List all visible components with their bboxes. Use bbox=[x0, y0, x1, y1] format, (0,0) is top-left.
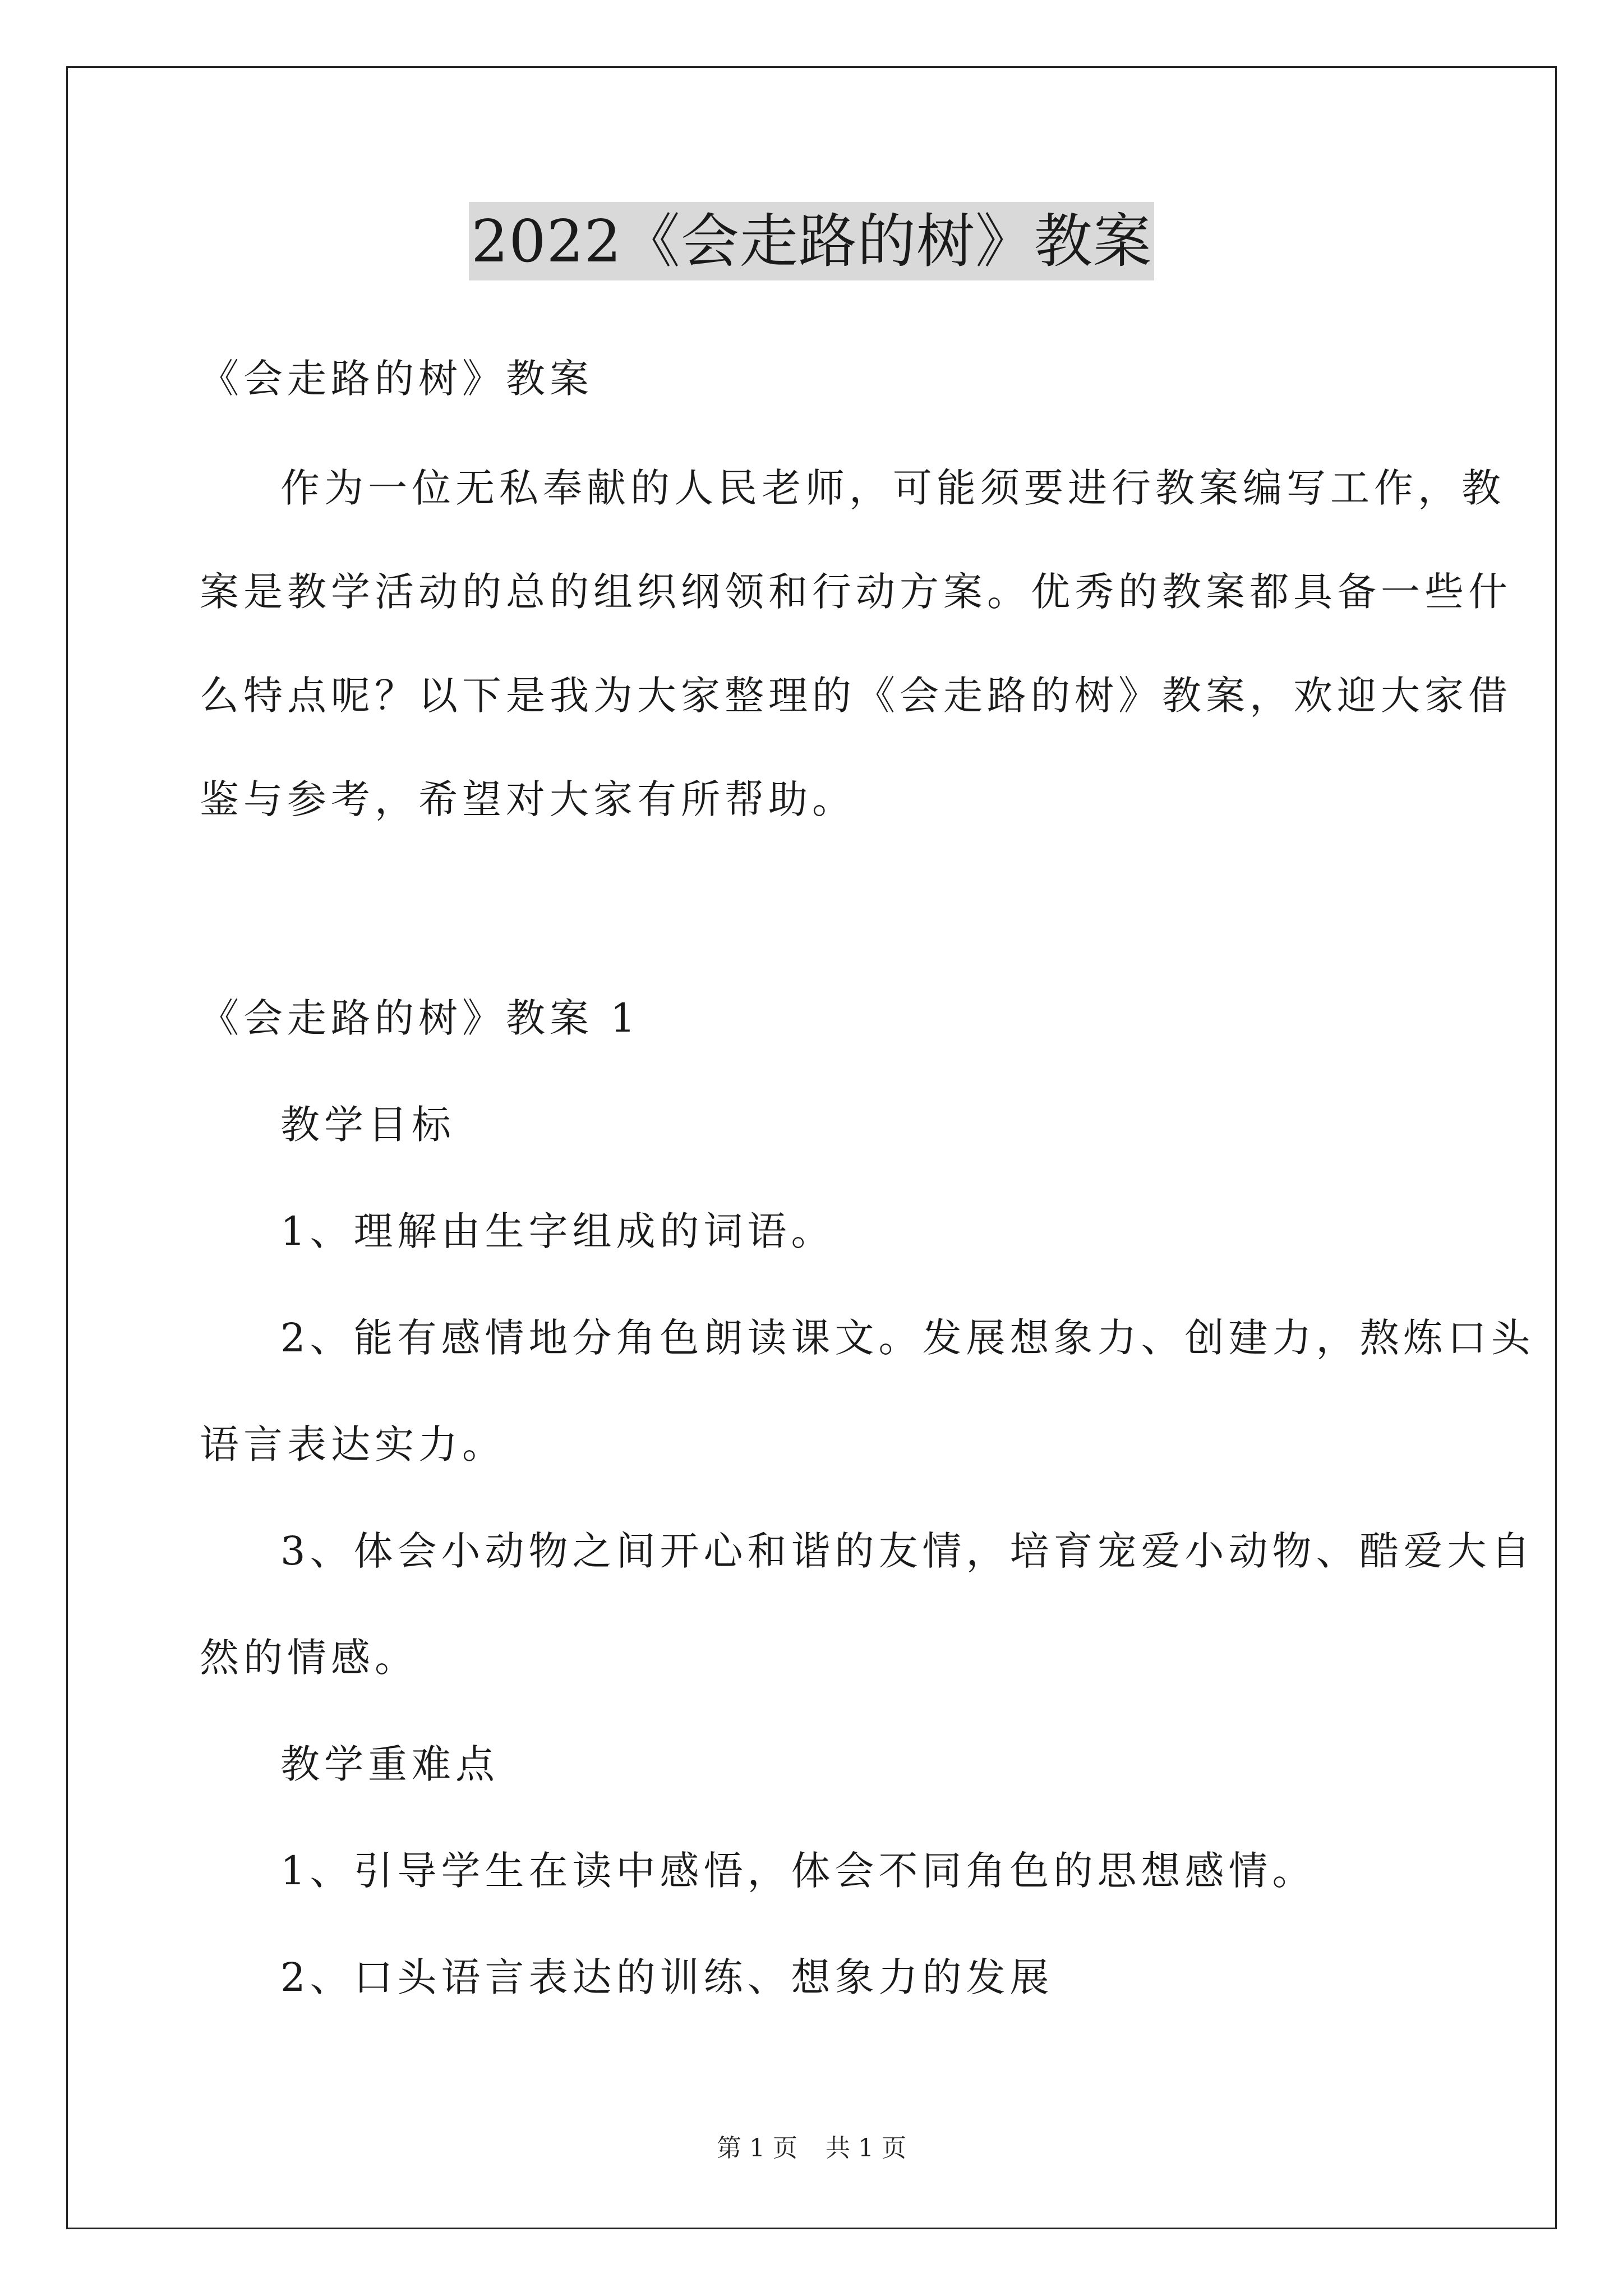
list-item: 1、理解由生字组成的词语。 bbox=[280, 1208, 835, 1254]
list-item: 1、引导学生在读中感悟，体会不同角色的思想感情。 bbox=[280, 1848, 1316, 1894]
page-footer bbox=[0, 2132, 1623, 2165]
list-item: 3、体会小动物之间开心和谐的友情，培育宠爱小动物、酷爱大自 bbox=[280, 1528, 1535, 1574]
paragraph-line: 鉴与参考，希望对大家有所帮助。 bbox=[200, 776, 856, 822]
title-container bbox=[0, 202, 1623, 280]
subtitle-line: 《会走路的树》教案 bbox=[200, 356, 593, 402]
list-item: 2、口头语言表达的训练、想象力的发展 bbox=[280, 1954, 1054, 2000]
page-total: 共 1 页 bbox=[826, 2134, 906, 2162]
paragraph-line: 案是教学活动的总的组织纲领和行动方案。优秀的教案都具备一些什 bbox=[200, 569, 1512, 615]
paragraph-line: 作为一位无私奉献的人民老师，可能须要进行教案编写工作，教 bbox=[280, 465, 1505, 511]
document-title: 2022《会走路的树》教案 bbox=[469, 202, 1154, 280]
list-item: 2、能有感情地分角色朗读课文。发展想象力、创建力，熬炼口头 bbox=[280, 1315, 1535, 1361]
subsection-heading: 教学重难点 bbox=[280, 1741, 499, 1787]
page-number: 第 1 页 bbox=[717, 2134, 797, 2162]
subsection-heading: 教学目标 bbox=[280, 1102, 455, 1148]
list-item-continued: 语言表达实力。 bbox=[200, 1421, 506, 1467]
section-heading: 《会走路的树》教案 1 bbox=[200, 995, 640, 1041]
list-item-continued: 然的情感。 bbox=[200, 1635, 418, 1681]
paragraph-line: 么特点呢？以下是我为大家整理的《会走路的树》教案，欢迎大家借 bbox=[200, 673, 1512, 719]
